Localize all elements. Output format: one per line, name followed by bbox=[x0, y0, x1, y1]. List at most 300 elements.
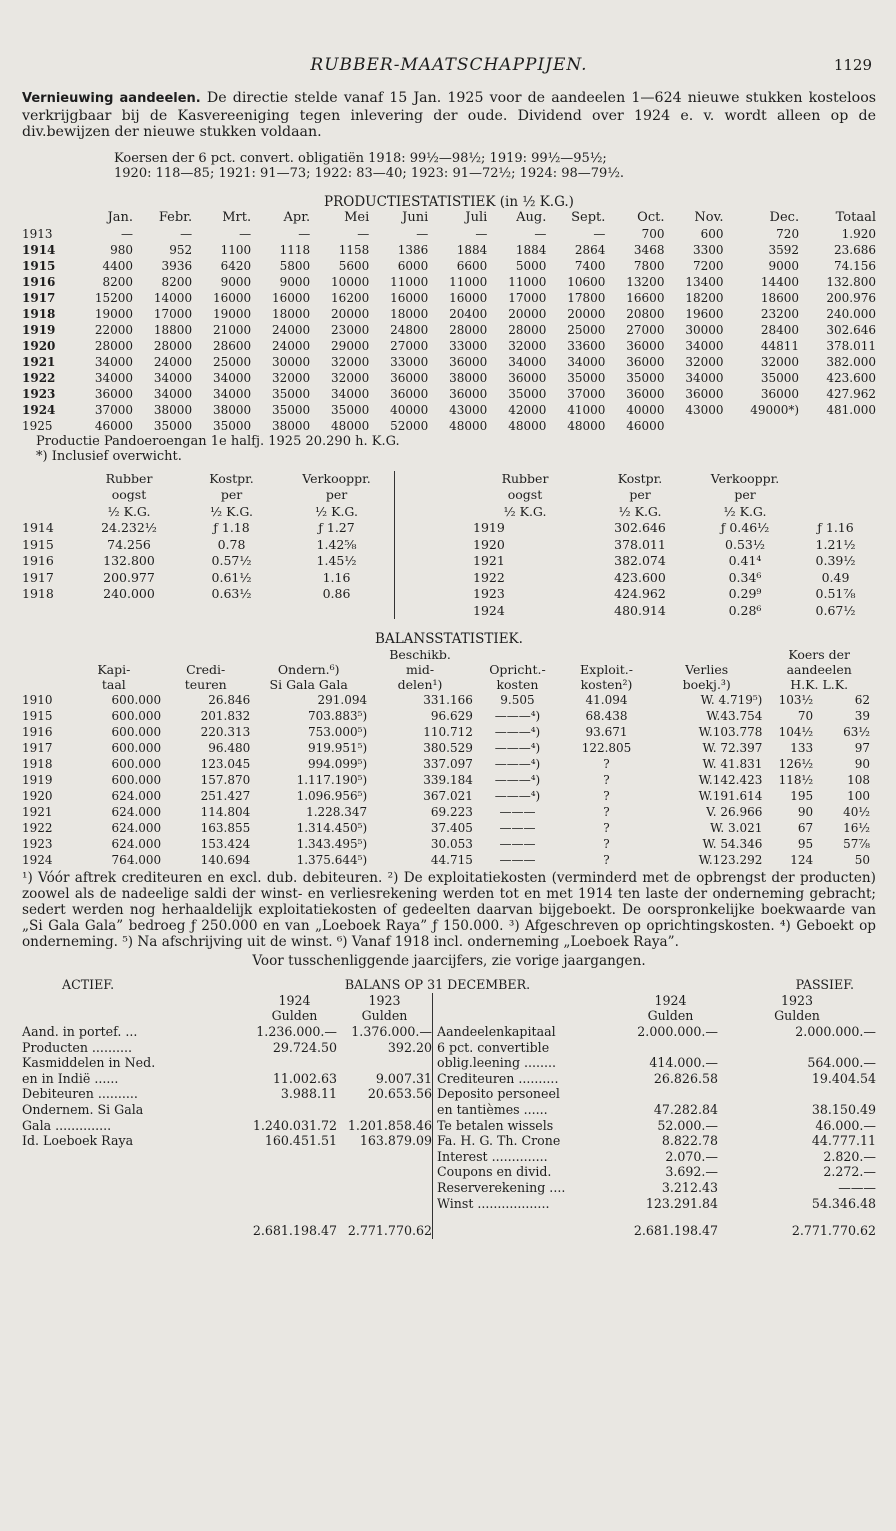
passief-item: Winst .................. bbox=[433, 1196, 624, 1212]
passief-year-1924: 1924 bbox=[654, 992, 687, 1008]
actief-1923: 20.653.56 bbox=[367, 1086, 432, 1102]
bs-header-cell: kosten²) bbox=[580, 677, 633, 693]
bs-header-cell bbox=[250, 647, 367, 662]
production-cell: 16200 bbox=[331, 290, 370, 305]
actief-1923 bbox=[337, 1102, 433, 1118]
production-header-cell: Aug. bbox=[516, 209, 547, 225]
production-header-cell: Febr. bbox=[158, 209, 193, 225]
bs-cell: 163.855 bbox=[200, 821, 251, 836]
production-cell: 18000 bbox=[390, 306, 429, 321]
production-cell: 28600 bbox=[212, 338, 252, 353]
bs-cell: W. 41.831 bbox=[702, 757, 763, 772]
bs-cell: 39 bbox=[854, 709, 870, 724]
rk-header-cell: per bbox=[629, 487, 651, 503]
actief-item: Producten .......... bbox=[22, 1039, 132, 1055]
bs-header-cell bbox=[22, 662, 67, 677]
production-cell: 17000 bbox=[508, 290, 547, 305]
production-cell: 32000 bbox=[331, 354, 370, 369]
production-cell: 48000 bbox=[331, 418, 370, 433]
bs-cell: V. 26.966 bbox=[706, 805, 763, 820]
bs-cell: 26.846 bbox=[208, 693, 251, 708]
bs-cell: 122.805 bbox=[581, 741, 632, 756]
bs-cell: 600.000 bbox=[111, 693, 162, 708]
rk-divider bbox=[395, 570, 466, 587]
production-cell: 46000 bbox=[626, 418, 665, 433]
production-cell: 36000 bbox=[390, 370, 429, 385]
actief-1923: 1.376.000.— bbox=[351, 1024, 432, 1040]
rk-header-cell: Rubber bbox=[105, 470, 153, 486]
balans-stat-title: BALANSSTATISTIEK. bbox=[375, 631, 523, 648]
bs-cell: 50 bbox=[854, 853, 870, 868]
bs-cell: 919.951⁵) bbox=[308, 741, 368, 756]
rk-cell: 0.53½ bbox=[725, 536, 765, 552]
rk-cell: 132.800 bbox=[103, 553, 155, 569]
actief-empty bbox=[22, 1180, 252, 1196]
rk-header-cell: Kostpr. bbox=[617, 470, 663, 486]
production-cell: 36000 bbox=[449, 386, 488, 401]
production-cell: 52000 bbox=[390, 418, 429, 433]
balans-footnote: ¹) Vóór aftrek crediteuren en excl. dub. debiteuren. ²) De exploitatiekosten (verminderd met de opbrengst der producten) zoowel als de nadeelige saldi der winst- en verliesrekening werden tot en met 1914 ten laste der onderneming gebracht; sedert werden nog herhaaldelijk exploitatiekosten of gedeelten daarvan bijgeboekt. De oorspronkelijke boekwaarde van „Si Gala Gala” bedroeg ƒ 250.000 en van „Loeboek Raya” ƒ 150.000. ³) Afgeschreven op oprichtingskosten. ⁴) Geboekt op onderneming. ⁵) Na afschrijving uit de winst. ⁶) Vanaf 1918 incl. onderneming „Loeboek Raya”. bbox=[22, 870, 876, 951]
rk-cell: 0.39½ bbox=[815, 553, 856, 569]
actief-empty bbox=[252, 1149, 337, 1165]
rk-header-cell: oogst bbox=[507, 487, 543, 503]
production-cell: 35000 bbox=[331, 402, 370, 417]
production-cell: 1884 bbox=[456, 242, 488, 257]
production-row bbox=[22, 306, 876, 322]
production-cell: 32000 bbox=[331, 370, 370, 385]
production-cell: 49000*) bbox=[750, 402, 800, 417]
rk-row bbox=[22, 553, 876, 570]
actief-empty bbox=[22, 1149, 252, 1165]
rk-row bbox=[22, 603, 876, 620]
production-cell: 29000 bbox=[331, 338, 370, 353]
production-year: 1917 bbox=[22, 290, 56, 305]
production-cell: 25000 bbox=[212, 354, 252, 369]
passief-item: Coupons en divid. bbox=[433, 1164, 624, 1180]
production-cell: 378.011 bbox=[826, 338, 876, 353]
production-row bbox=[22, 290, 876, 306]
bs-cell: 157.870 bbox=[200, 773, 251, 788]
bs-header-cell: taal bbox=[101, 677, 126, 693]
production-cell: 32000 bbox=[508, 338, 547, 353]
bs-cell: ———⁴) bbox=[494, 709, 541, 724]
bs-row bbox=[22, 852, 876, 868]
balance-body bbox=[22, 1024, 876, 1211]
rk-cell: 0.28⁶ bbox=[728, 602, 762, 618]
production-cell: 11000 bbox=[508, 274, 547, 289]
passief-label: PASSIEF. bbox=[795, 977, 854, 993]
production-cell: 34000 bbox=[567, 354, 606, 369]
page bbox=[22, 50, 876, 1239]
production-cell: 36000 bbox=[626, 354, 665, 369]
production-cell: 132.800 bbox=[826, 274, 876, 289]
bs-year: 1918 bbox=[22, 757, 53, 772]
passief-total-1924: 2.681.198.47 bbox=[633, 1223, 718, 1239]
intro-paragraph bbox=[22, 90, 876, 141]
bs-cell: ———⁴) bbox=[494, 757, 541, 772]
production-year: 1920 bbox=[22, 338, 56, 353]
production-row bbox=[22, 274, 876, 290]
bs-row bbox=[22, 788, 876, 804]
bs-cell: W.191.614 bbox=[698, 789, 763, 804]
actief-empty bbox=[252, 1164, 337, 1180]
rk-cell: 0.67½ bbox=[815, 602, 856, 618]
production-cell: 36000 bbox=[390, 386, 429, 401]
passief-item: Reserverekening .... bbox=[433, 1180, 624, 1196]
production-row bbox=[22, 226, 876, 242]
production-cell: 14400 bbox=[760, 274, 800, 289]
rk-cell: ƒ 1.16 bbox=[817, 520, 854, 536]
bs-cell: 153.424 bbox=[200, 837, 251, 852]
rk-year: 1922 bbox=[473, 569, 505, 585]
production-header-cell: Juli bbox=[465, 209, 488, 225]
production-cell: 240.000 bbox=[826, 306, 876, 321]
production-cell: 10000 bbox=[331, 274, 370, 289]
rk-cell: 382.074 bbox=[614, 553, 666, 569]
bs-cell: 90 bbox=[854, 757, 870, 772]
bs-header-cell: mid- bbox=[405, 662, 435, 678]
production-header-cell: Mrt. bbox=[222, 209, 252, 225]
bs-cell: ? bbox=[603, 757, 610, 772]
bs-cell: 339.184 bbox=[423, 773, 473, 788]
actief-item: en in Indië ...... bbox=[22, 1070, 119, 1086]
production-cell: 25000 bbox=[567, 322, 606, 337]
rk-cell: 1.45½ bbox=[316, 553, 357, 569]
rk-divider bbox=[395, 603, 466, 620]
bs-cell: W.43.754 bbox=[706, 709, 763, 724]
bs-cell: W.123.292 bbox=[698, 853, 763, 868]
production-cell: 5800 bbox=[279, 258, 311, 273]
production-year: 1922 bbox=[22, 370, 56, 385]
production-cell: 32000 bbox=[760, 354, 800, 369]
production-header-cell bbox=[22, 210, 74, 226]
bs-cell: W. 3.021 bbox=[710, 821, 763, 836]
rk-cell: 1.21½ bbox=[815, 536, 856, 552]
production-cell: 24000 bbox=[272, 338, 311, 353]
bs-row bbox=[22, 756, 876, 772]
bs-header-cell bbox=[651, 647, 762, 662]
bs-cell: W.142.423 bbox=[698, 773, 763, 788]
production-row bbox=[22, 322, 876, 338]
bs-cell: 93.671 bbox=[585, 725, 628, 740]
rk-header-row-3 bbox=[22, 504, 876, 521]
bs-body bbox=[22, 692, 876, 868]
production-cell: 1158 bbox=[338, 242, 370, 257]
production-row bbox=[22, 386, 876, 402]
actief-1924 bbox=[252, 1055, 337, 1071]
koersen-line-2: 1920: 118—85; 1921: 91—73; 1922: 83—40; 1923: 91—72½; 1924: 98—79½. bbox=[114, 166, 625, 182]
passief-1923: 38.150.49 bbox=[811, 1102, 876, 1118]
production-cell: 34000 bbox=[94, 354, 134, 369]
production-cell: 20800 bbox=[626, 306, 665, 321]
bs-cell: 37.405 bbox=[430, 821, 473, 836]
rk-year: 1923 bbox=[473, 586, 505, 602]
production-cell: 34000 bbox=[508, 354, 547, 369]
production-header-cell: Oct. bbox=[637, 209, 665, 225]
rk-header-cell: ½ K.G. bbox=[503, 503, 547, 519]
bs-cell: ? bbox=[603, 853, 610, 868]
rk-cell: 0.49 bbox=[821, 569, 850, 585]
koersen-block bbox=[22, 151, 876, 182]
bs-cell: 133 bbox=[790, 741, 814, 756]
production-cell: 6000 bbox=[397, 258, 429, 273]
bs-cell: 600.000 bbox=[111, 741, 162, 756]
production-cell: 17000 bbox=[153, 306, 193, 321]
bs-cell: 753.000⁵) bbox=[308, 725, 368, 740]
production-cell: 44811 bbox=[760, 338, 800, 353]
bs-row bbox=[22, 836, 876, 852]
production-cell: 23000 bbox=[331, 322, 370, 337]
bs-header-cell bbox=[67, 647, 162, 662]
bs-cell: 124 bbox=[790, 853, 814, 868]
rk-cell: 423.600 bbox=[614, 569, 666, 585]
actief-1923: 163.879.09 bbox=[359, 1133, 432, 1149]
production-year: 1914 bbox=[22, 242, 56, 257]
passief-item: Crediteuren .......... bbox=[433, 1071, 624, 1087]
production-cell: 6600 bbox=[456, 258, 488, 273]
bs-cell: 703.883⁵) bbox=[308, 709, 368, 724]
koersen-line-1: Koersen der 6 pct. convert. obligatiën 1918: 99½—98½; 1919: 99½—95½; bbox=[114, 150, 607, 166]
production-header-cell: Totaal bbox=[835, 209, 876, 225]
balance-row bbox=[22, 1055, 876, 1071]
rk-header-cell: ½ K.G. bbox=[723, 503, 767, 519]
bs-cell: 624.000 bbox=[111, 805, 162, 820]
actief-empty bbox=[22, 1164, 252, 1180]
passief-1924: 47.282.84 bbox=[653, 1102, 718, 1118]
production-cell: 35000 bbox=[212, 418, 252, 433]
production-cell: 24000 bbox=[153, 354, 193, 369]
actief-unit-1: Gulden bbox=[271, 1008, 318, 1024]
production-cell: 24000 bbox=[272, 322, 311, 337]
bs-cell: ——— bbox=[499, 837, 536, 852]
bs-header-cell: Si Gala Gala bbox=[269, 677, 348, 693]
bs-row bbox=[22, 804, 876, 820]
passief-1924: 123.291.84 bbox=[645, 1195, 718, 1211]
production-cell: 18600 bbox=[760, 290, 800, 305]
bs-cell: 123.045 bbox=[200, 757, 251, 772]
production-header-cell: Apr. bbox=[283, 209, 311, 225]
passief-1923: 19.404.54 bbox=[811, 1070, 876, 1086]
production-cell: 36000 bbox=[449, 354, 488, 369]
bs-row bbox=[22, 820, 876, 836]
rk-cell: 0.63½ bbox=[211, 586, 252, 602]
production-header-cell: Jan. bbox=[107, 209, 134, 225]
production-header-cell: Nov. bbox=[694, 209, 724, 225]
production-cell: 1884 bbox=[515, 242, 547, 257]
production-cell: 28000 bbox=[153, 338, 193, 353]
rk-year: 1920 bbox=[473, 536, 505, 552]
actief-total-1924: 2.681.198.47 bbox=[252, 1223, 337, 1239]
bs-header-cell bbox=[562, 647, 651, 662]
balance-row bbox=[22, 1118, 876, 1134]
production-cell: 9000 bbox=[220, 274, 252, 289]
bs-header-cell: H.K. L.K. bbox=[790, 677, 849, 693]
production-cell: 600 bbox=[700, 226, 724, 241]
bs-cell: W. 4.719⁵) bbox=[700, 693, 763, 708]
bs-header-cell: Kapi- bbox=[97, 662, 131, 678]
production-cell: 302.646 bbox=[826, 322, 876, 337]
production-cell: 42000 bbox=[508, 402, 547, 417]
production-cell: 27000 bbox=[626, 322, 665, 337]
production-cell: 16000 bbox=[449, 290, 488, 305]
production-cell: 16000 bbox=[272, 290, 311, 305]
bs-header-cell: teuren bbox=[184, 677, 227, 693]
passief-year-1923: 1923 bbox=[780, 992, 814, 1008]
bs-cell: 9.505 bbox=[500, 693, 535, 708]
intro-lead: Vernieuwing aandeelen. bbox=[22, 91, 201, 106]
bs-cell: 96.480 bbox=[208, 741, 251, 756]
bs-header-cell: kosten bbox=[496, 677, 539, 693]
bs-cell: ? bbox=[603, 773, 610, 788]
rk-empty bbox=[22, 603, 74, 620]
passief-1923: 2.272.— bbox=[823, 1164, 876, 1180]
rk-row bbox=[22, 537, 876, 554]
passief-1923: 54.346.48 bbox=[811, 1195, 876, 1211]
rk-cell: ƒ 1.27 bbox=[318, 520, 355, 536]
production-row bbox=[22, 354, 876, 370]
passief-1924: 2.000.000.— bbox=[637, 1024, 718, 1040]
passief-item: en tantièmes ...... bbox=[433, 1102, 624, 1118]
production-cell: 11000 bbox=[390, 274, 429, 289]
page-number: 1129 bbox=[833, 56, 872, 74]
rk-spacer bbox=[22, 504, 74, 521]
actief-empty bbox=[252, 1196, 337, 1212]
actief-1924: 160.451.51 bbox=[264, 1133, 337, 1149]
production-cell: 38000 bbox=[449, 370, 488, 385]
actief-total-1923: 2.771.770.62 bbox=[347, 1223, 432, 1239]
passief-unit-2: Gulden bbox=[774, 1008, 820, 1024]
rk-cell: 0.57½ bbox=[211, 553, 252, 569]
passief-item: Fa. H. G. Th. Crone bbox=[433, 1133, 624, 1149]
production-cell: 20000 bbox=[567, 306, 606, 321]
actief-1924: 1.240.031.72 bbox=[252, 1117, 337, 1133]
production-cell: 18800 bbox=[153, 322, 193, 337]
production-cell: — bbox=[475, 226, 488, 241]
actief-item: Kasmiddelen in Ned. bbox=[22, 1055, 156, 1071]
bs-cell: 96.629 bbox=[430, 709, 473, 724]
actief-empty bbox=[337, 1196, 433, 1212]
production-cell: 481.000 bbox=[826, 402, 876, 417]
actief-1923: 9.007.31 bbox=[375, 1070, 432, 1086]
bs-header-row-1 bbox=[22, 647, 876, 662]
production-cell: 41000 bbox=[567, 402, 606, 417]
production-cell: 33000 bbox=[390, 354, 429, 369]
bs-header-row-3 bbox=[22, 677, 876, 692]
balance-row bbox=[22, 1180, 876, 1196]
production-year: 1919 bbox=[22, 322, 56, 337]
production-cell: 17800 bbox=[567, 290, 606, 305]
production-cell: 15200 bbox=[94, 290, 134, 305]
production-cell: 1100 bbox=[220, 242, 252, 257]
rk-divider bbox=[395, 520, 466, 537]
production-cell: 36000 bbox=[760, 386, 800, 401]
bs-cell: ? bbox=[603, 837, 610, 852]
bs-cell: 367.021 bbox=[423, 789, 473, 804]
production-cell: 34000 bbox=[212, 386, 252, 401]
production-cell: 7200 bbox=[692, 258, 724, 273]
rk-spacer bbox=[22, 471, 74, 488]
actief-year-1923: 1923 bbox=[368, 992, 401, 1008]
production-cell: 27000 bbox=[390, 338, 429, 353]
production-year: 1921 bbox=[22, 354, 56, 369]
balance-row bbox=[22, 1149, 876, 1165]
production-cell: 36000 bbox=[685, 386, 724, 401]
bs-cell: 103½ bbox=[778, 693, 814, 708]
production-cell: 48000 bbox=[508, 418, 547, 433]
production-cell: 34000 bbox=[153, 386, 193, 401]
bs-cell: 251.427 bbox=[200, 789, 251, 804]
production-cell: 4400 bbox=[102, 258, 134, 273]
bs-year: 1924 bbox=[22, 853, 53, 868]
production-cell: 7800 bbox=[633, 258, 665, 273]
bs-cell: 600.000 bbox=[111, 773, 162, 788]
production-cell: 1118 bbox=[279, 242, 311, 257]
production-cell: 16000 bbox=[212, 290, 252, 305]
page-title: RUBBER-MAATSCHAPPIJEN. bbox=[310, 55, 588, 75]
rk-spacer bbox=[22, 487, 74, 504]
passief-1924: 2.070.— bbox=[665, 1148, 718, 1164]
production-cell bbox=[724, 418, 800, 434]
actief-year-1924: 1924 bbox=[278, 992, 311, 1008]
production-cell: 16600 bbox=[626, 290, 665, 305]
rk-header-cell: oogst bbox=[111, 487, 147, 503]
bs-cell: 67 bbox=[797, 821, 814, 836]
production-header-cell: Mei bbox=[344, 209, 370, 225]
actief-1924: 1.236.000.— bbox=[256, 1024, 337, 1040]
balance-row bbox=[22, 1071, 876, 1087]
bs-cell: 380.529 bbox=[423, 741, 473, 756]
bs-cell: 68.438 bbox=[585, 709, 628, 724]
bs-cell: 291.094 bbox=[317, 693, 368, 708]
rk-year: 1919 bbox=[473, 520, 505, 536]
production-cell: 28000 bbox=[508, 322, 547, 337]
production-cell: 1386 bbox=[397, 242, 429, 257]
production-cell: 30000 bbox=[272, 354, 311, 369]
actief-1923: 392.20 bbox=[387, 1039, 432, 1055]
production-year: 1924 bbox=[22, 402, 56, 417]
production-cell: 38000 bbox=[272, 418, 311, 433]
rk-cell: 0.51⅞ bbox=[815, 586, 856, 602]
bs-cell: W. 54.346 bbox=[702, 837, 763, 852]
production-cell: 34000 bbox=[685, 370, 724, 385]
rk-cell: 480.914 bbox=[614, 602, 666, 618]
rk-row bbox=[22, 570, 876, 587]
rk-cell: 424.962 bbox=[614, 586, 666, 602]
bs-cell: ———⁴) bbox=[494, 773, 541, 788]
rk-cell: 302.646 bbox=[614, 520, 666, 536]
production-cell: 980 bbox=[110, 242, 134, 257]
production-cell bbox=[799, 418, 876, 434]
production-year: 1925 bbox=[22, 418, 53, 433]
production-cell: 9000 bbox=[279, 274, 311, 289]
production-cell: 22000 bbox=[94, 322, 134, 337]
bs-cell: ———⁴) bbox=[494, 741, 541, 756]
production-cell: 11000 bbox=[449, 274, 488, 289]
production-cell: 36000 bbox=[626, 338, 665, 353]
production-year: 1916 bbox=[22, 274, 56, 289]
production-year: 1915 bbox=[22, 258, 56, 273]
actief-empty bbox=[22, 1196, 252, 1212]
bs-year: 1915 bbox=[22, 709, 53, 724]
production-cell: — bbox=[593, 226, 606, 241]
production-cell: 30000 bbox=[685, 322, 724, 337]
balance-row bbox=[22, 1133, 876, 1149]
bs-cell: 100 bbox=[847, 789, 870, 804]
bs-cell: 140.694 bbox=[200, 853, 251, 868]
production-cell bbox=[664, 418, 723, 434]
bs-cell: 114.804 bbox=[200, 805, 251, 820]
production-cell: 8200 bbox=[161, 274, 193, 289]
